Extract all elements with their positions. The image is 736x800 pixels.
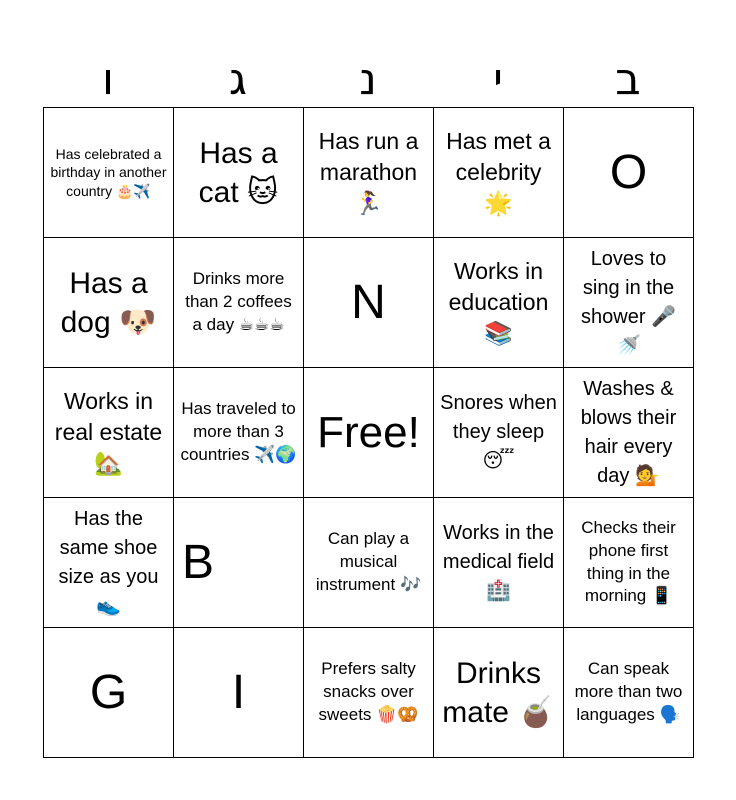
bingo-cell[interactable] [434,108,564,238]
cell-text: G [89,665,128,719]
bingo-cell[interactable] [174,498,304,628]
bingo-cell[interactable] [564,498,694,628]
cell-text: Has a cat 🐱 [198,136,279,209]
bingo-cell[interactable] [174,628,304,758]
cell-text: Has a dog 🐶 [60,266,157,339]
cell-text: B [182,535,215,589]
bingo-cell[interactable] [304,498,434,628]
cell-text: Loves to sing in the shower 🎤🚿 [581,247,676,357]
bingo-cell[interactable] [564,628,694,758]
cell-text: Has traveled to more than 3 countries ✈️🌍 [180,399,297,464]
cell-text: Drinks more than 2 coffees a day ☕☕☕ [185,269,292,334]
bingo-cell[interactable] [304,628,434,758]
cell-text: Prefers salty snacks over sweets 🍿🥨 [318,659,419,724]
header-letter-4: י [493,54,503,105]
bingo-cell[interactable] [434,498,564,628]
header-letter-3: נ [359,54,377,105]
cell-text: Works in education 📚 [448,257,549,347]
cell-text: Snores when they sleep 😴 [440,392,557,472]
bingo-cell[interactable] [44,368,174,498]
cell-text: I [231,665,246,719]
header-letter-2: ג [228,54,248,105]
bingo-cell[interactable] [174,238,304,368]
bingo-cell[interactable] [434,368,564,498]
bingo-cell[interactable] [174,108,304,238]
cell-text: N [351,275,386,329]
cell-text: O [609,145,648,199]
bingo-cell[interactable] [44,108,174,238]
bingo-cell[interactable] [434,238,564,368]
header-letter-5: ב [615,54,641,105]
cell-text: Has celebrated a birthday in another country 🎂✈️ [50,146,167,199]
bingo-board [43,107,694,758]
bingo-cell[interactable] [174,368,304,498]
bingo-cell[interactable] [564,238,694,368]
bingo-cell[interactable] [434,628,564,758]
cell-text: Works in the medical field 🏥 [442,522,555,602]
free-space-text: Free! [317,407,420,457]
bingo-cell[interactable] [44,238,174,368]
cell-text: Can play a musical instrument 🎶 [315,529,422,594]
bingo-cell[interactable] [44,628,174,758]
bingo-cell[interactable] [304,238,434,368]
cell-text: Can speak more than two languages 🗣️ [574,659,683,724]
bingo-cell[interactable] [564,108,694,238]
cell-text: Checks their phone first thing in the morning 📱 [581,517,676,606]
bingo-cell[interactable] [304,108,434,238]
cell-text: Drinks mate 🧉 [442,656,555,729]
cell-text: Has met a celebrity 🌟 [446,127,551,217]
bingo-cell[interactable] [44,498,174,628]
cell-text: Has the same shoe size as you 👟 [58,507,159,617]
free-space-cell[interactable] [304,368,434,498]
bingo-cell[interactable] [564,368,694,498]
cell-text: Washes & blows their hair every day 💁 [580,377,677,487]
bingo-header [43,52,693,108]
cell-text: Has run a marathon 🏃‍♀️ [318,127,419,217]
header-letter-1: ו [102,54,114,105]
cell-text: Works in real estate 🏡 [54,387,163,477]
